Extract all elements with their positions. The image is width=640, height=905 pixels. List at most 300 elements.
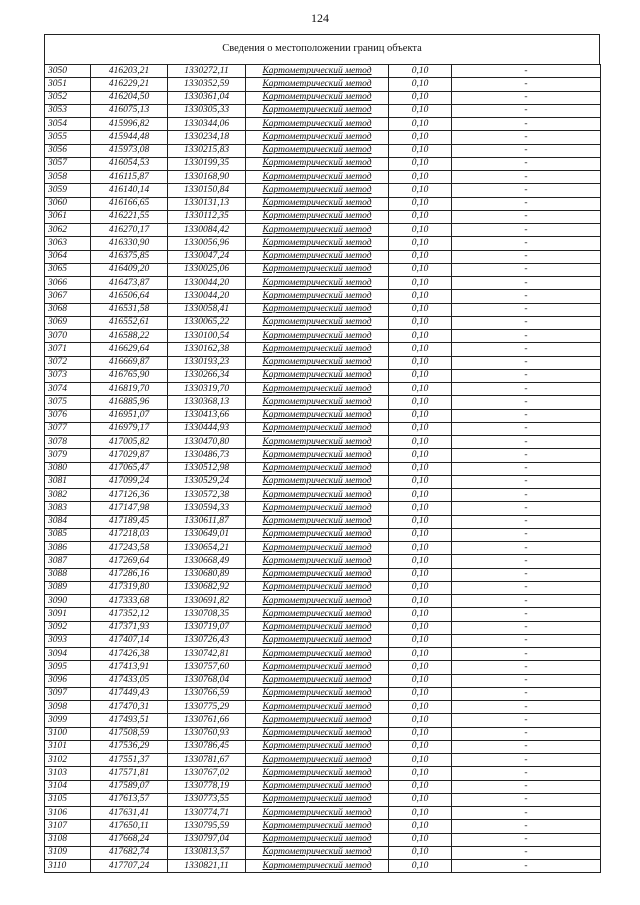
point-number-cell: 3062 — [45, 224, 91, 237]
table-row — [45, 131, 601, 144]
accuracy-cell: 0,10 — [389, 144, 452, 157]
point-number-cell: 3064 — [45, 250, 91, 263]
coord-x-cell: 417126,36 — [91, 489, 168, 502]
accuracy-cell: 0,10 — [389, 131, 452, 144]
method-cell: Картометрический метод — [246, 462, 389, 475]
table-row — [45, 767, 601, 780]
accuracy-cell: 0,10 — [389, 277, 452, 290]
coord-x-cell: 416473,87 — [91, 277, 168, 290]
point-number-cell: 3102 — [45, 754, 91, 767]
coord-y-cell: 1330168,90 — [168, 171, 246, 184]
method-cell: Картометрический метод — [246, 197, 389, 210]
point-number-cell: 3050 — [45, 65, 91, 78]
accuracy-cell: 0,10 — [389, 210, 452, 223]
method-cell: Картометрический метод — [246, 316, 389, 329]
accuracy-cell: 0,10 — [389, 489, 452, 502]
note-cell: - — [452, 489, 601, 502]
method-cell: Картометрический метод — [246, 674, 389, 687]
coord-x-cell: 417707,24 — [91, 860, 168, 873]
coord-x-cell: 417508,59 — [91, 727, 168, 740]
coord-y-cell: 1330813,57 — [168, 846, 246, 859]
coord-y-cell: 1330162,38 — [168, 343, 246, 356]
method-cell: Картометрический метод — [246, 515, 389, 528]
note-cell: - — [452, 449, 601, 462]
note-cell: - — [452, 290, 601, 303]
coord-y-cell: 1330649,01 — [168, 528, 246, 541]
note-cell: - — [452, 210, 601, 223]
table-row — [45, 687, 601, 700]
note-cell: - — [452, 104, 601, 117]
coord-y-cell: 1330305,33 — [168, 104, 246, 117]
coord-x-cell: 417589,07 — [91, 780, 168, 793]
accuracy-cell: 0,10 — [389, 462, 452, 475]
table-row — [45, 449, 601, 462]
table-row — [45, 78, 601, 91]
table-row — [45, 369, 601, 382]
accuracy-cell: 0,10 — [389, 648, 452, 661]
point-number-cell: 3063 — [45, 237, 91, 250]
coord-y-cell: 1330486,73 — [168, 449, 246, 462]
table-row — [45, 608, 601, 621]
point-number-cell: 3051 — [45, 78, 91, 91]
accuracy-cell: 0,10 — [389, 555, 452, 568]
table-row — [45, 833, 601, 846]
coord-y-cell: 1330234,18 — [168, 131, 246, 144]
accuracy-cell: 0,10 — [389, 754, 452, 767]
coord-y-cell: 1330797,04 — [168, 833, 246, 846]
coord-y-cell: 1330611,87 — [168, 515, 246, 528]
coord-x-cell: 416669,87 — [91, 356, 168, 369]
coord-x-cell: 416588,22 — [91, 330, 168, 343]
coord-x-cell: 417099,24 — [91, 475, 168, 488]
coord-y-cell: 1330272,11 — [168, 65, 246, 78]
coord-y-cell: 1330100,54 — [168, 330, 246, 343]
point-number-cell: 3086 — [45, 542, 91, 555]
table-row — [45, 674, 601, 687]
coord-y-cell: 1330654,21 — [168, 542, 246, 555]
table-row — [45, 210, 601, 223]
coord-y-cell: 1330193,23 — [168, 356, 246, 369]
coord-x-cell: 416506,64 — [91, 290, 168, 303]
accuracy-cell: 0,10 — [389, 184, 452, 197]
coord-x-cell: 417065,47 — [91, 462, 168, 475]
coord-x-cell: 417668,24 — [91, 833, 168, 846]
accuracy-cell: 0,10 — [389, 621, 452, 634]
table-row — [45, 316, 601, 329]
accuracy-cell: 0,10 — [389, 290, 452, 303]
point-number-cell: 3078 — [45, 436, 91, 449]
coord-x-cell: 416819,70 — [91, 383, 168, 396]
point-number-cell: 3079 — [45, 449, 91, 462]
table-row — [45, 807, 601, 820]
coord-y-cell: 1330708,35 — [168, 608, 246, 621]
table-row — [45, 157, 601, 170]
point-number-cell: 3100 — [45, 727, 91, 740]
point-number-cell: 3080 — [45, 462, 91, 475]
coord-x-cell: 417571,81 — [91, 767, 168, 780]
note-cell: - — [452, 409, 601, 422]
note-cell: - — [452, 555, 601, 568]
point-number-cell: 3084 — [45, 515, 91, 528]
coord-x-cell: 417352,12 — [91, 608, 168, 621]
table-row — [45, 197, 601, 210]
coord-y-cell: 1330719,07 — [168, 621, 246, 634]
method-cell: Картометрический метод — [246, 793, 389, 806]
note-cell: - — [452, 860, 601, 873]
method-cell: Картометрический метод — [246, 91, 389, 104]
method-cell: Картометрический метод — [246, 807, 389, 820]
point-number-cell: 3085 — [45, 528, 91, 541]
note-cell: - — [452, 157, 601, 170]
coord-x-cell: 417371,93 — [91, 621, 168, 634]
point-number-cell: 3057 — [45, 157, 91, 170]
coord-y-cell: 1330047,24 — [168, 250, 246, 263]
table-row — [45, 595, 601, 608]
note-cell: - — [452, 820, 601, 833]
point-number-cell: 3074 — [45, 383, 91, 396]
note-cell: - — [452, 581, 601, 594]
table-row — [45, 846, 601, 859]
accuracy-cell: 0,10 — [389, 250, 452, 263]
coord-y-cell: 1330742,81 — [168, 648, 246, 661]
coord-x-cell: 415973,08 — [91, 144, 168, 157]
note-cell: - — [452, 383, 601, 396]
accuracy-cell: 0,10 — [389, 436, 452, 449]
note-cell: - — [452, 846, 601, 859]
note-cell: - — [452, 701, 601, 714]
accuracy-cell: 0,10 — [389, 833, 452, 846]
coord-x-cell: 417650,11 — [91, 820, 168, 833]
note-cell: - — [452, 237, 601, 250]
accuracy-cell: 0,10 — [389, 727, 452, 740]
coord-x-cell: 417449,43 — [91, 687, 168, 700]
point-number-cell: 3098 — [45, 701, 91, 714]
coord-y-cell: 1330760,93 — [168, 727, 246, 740]
accuracy-cell: 0,10 — [389, 104, 452, 117]
coord-y-cell: 1330781,67 — [168, 754, 246, 767]
coord-x-cell: 416204,50 — [91, 91, 168, 104]
coord-y-cell: 1330352,59 — [168, 78, 246, 91]
accuracy-cell: 0,10 — [389, 608, 452, 621]
coord-y-cell: 1330795,59 — [168, 820, 246, 833]
point-number-cell: 3058 — [45, 171, 91, 184]
coord-y-cell: 1330044,20 — [168, 290, 246, 303]
point-number-cell: 3103 — [45, 767, 91, 780]
coord-x-cell: 417189,45 — [91, 515, 168, 528]
point-number-cell: 3107 — [45, 820, 91, 833]
coord-y-cell: 1330344,06 — [168, 118, 246, 131]
coord-x-cell: 417426,38 — [91, 648, 168, 661]
point-number-cell: 3054 — [45, 118, 91, 131]
method-cell: Картометрический метод — [246, 343, 389, 356]
coord-x-cell: 417631,41 — [91, 807, 168, 820]
method-cell: Картометрический метод — [246, 436, 389, 449]
accuracy-cell: 0,10 — [389, 528, 452, 541]
accuracy-cell: 0,10 — [389, 224, 452, 237]
coord-x-cell: 417319,80 — [91, 581, 168, 594]
accuracy-cell: 0,10 — [389, 263, 452, 276]
point-number-cell: 3059 — [45, 184, 91, 197]
accuracy-cell: 0,10 — [389, 661, 452, 674]
note-cell: - — [452, 369, 601, 382]
note-cell: - — [452, 595, 601, 608]
table-row — [45, 330, 601, 343]
coord-y-cell: 1330726,43 — [168, 634, 246, 647]
method-cell: Картометрический метод — [246, 767, 389, 780]
coord-y-cell: 1330594,33 — [168, 502, 246, 515]
point-number-cell: 3056 — [45, 144, 91, 157]
coord-x-cell: 416330,90 — [91, 237, 168, 250]
coord-x-cell: 416115,87 — [91, 171, 168, 184]
accuracy-cell: 0,10 — [389, 780, 452, 793]
point-number-cell: 3071 — [45, 343, 91, 356]
table-row — [45, 422, 601, 435]
point-number-cell: 3101 — [45, 740, 91, 753]
note-cell: - — [452, 436, 601, 449]
coord-y-cell: 1330131,13 — [168, 197, 246, 210]
coord-y-cell: 1330757,60 — [168, 661, 246, 674]
coord-y-cell: 1330668,49 — [168, 555, 246, 568]
accuracy-cell: 0,10 — [389, 330, 452, 343]
coord-x-cell: 416951,07 — [91, 409, 168, 422]
note-cell: - — [452, 263, 601, 276]
table-row — [45, 621, 601, 634]
table-row — [45, 502, 601, 515]
accuracy-cell: 0,10 — [389, 807, 452, 820]
table-row — [45, 754, 601, 767]
method-cell: Картометрический метод — [246, 118, 389, 131]
accuracy-cell: 0,10 — [389, 65, 452, 78]
coord-x-cell: 416203,21 — [91, 65, 168, 78]
accuracy-cell: 0,10 — [389, 118, 452, 131]
accuracy-cell: 0,10 — [389, 502, 452, 515]
point-number-cell: 3092 — [45, 621, 91, 634]
accuracy-cell: 0,10 — [389, 383, 452, 396]
method-cell: Картометрический метод — [246, 422, 389, 435]
note-cell: - — [452, 608, 601, 621]
coord-y-cell: 1330682,92 — [168, 581, 246, 594]
point-number-cell: 3073 — [45, 369, 91, 382]
accuracy-cell: 0,10 — [389, 674, 452, 687]
table-header-frame — [44, 34, 600, 64]
method-cell: Картометрический метод — [246, 104, 389, 117]
coord-x-cell: 417269,64 — [91, 555, 168, 568]
note-cell: - — [452, 621, 601, 634]
table-row — [45, 383, 601, 396]
coord-x-cell: 416221,55 — [91, 210, 168, 223]
method-cell: Картометрический метод — [246, 277, 389, 290]
method-cell: Картометрический метод — [246, 237, 389, 250]
table-row — [45, 528, 601, 541]
coord-x-cell: 416229,21 — [91, 78, 168, 91]
method-cell: Картометрический метод — [246, 568, 389, 581]
table-row — [45, 91, 601, 104]
point-number-cell: 3087 — [45, 555, 91, 568]
method-cell: Картометрический метод — [246, 754, 389, 767]
table-row — [45, 277, 601, 290]
coord-y-cell: 1330084,42 — [168, 224, 246, 237]
coord-x-cell: 416375,85 — [91, 250, 168, 263]
coord-x-cell: 417333,68 — [91, 595, 168, 608]
method-cell: Картометрический метод — [246, 330, 389, 343]
coord-y-cell: 1330786,45 — [168, 740, 246, 753]
coord-x-cell: 416409,20 — [91, 263, 168, 276]
point-number-cell: 3077 — [45, 422, 91, 435]
method-cell: Картометрический метод — [246, 224, 389, 237]
method-cell: Картометрический метод — [246, 634, 389, 647]
method-cell: Картометрический метод — [246, 528, 389, 541]
method-cell: Картометрический метод — [246, 740, 389, 753]
method-cell: Картометрический метод — [246, 383, 389, 396]
point-number-cell: 3093 — [45, 634, 91, 647]
point-number-cell: 3088 — [45, 568, 91, 581]
note-cell: - — [452, 515, 601, 528]
note-cell: - — [452, 568, 601, 581]
accuracy-cell: 0,10 — [389, 860, 452, 873]
method-cell: Картометрический метод — [246, 131, 389, 144]
note-cell: - — [452, 634, 601, 647]
coord-x-cell: 416531,58 — [91, 303, 168, 316]
boundary-coordinates-table — [44, 64, 601, 873]
table-row — [45, 820, 601, 833]
note-cell: - — [452, 833, 601, 846]
note-cell: - — [452, 475, 601, 488]
point-number-cell: 3070 — [45, 330, 91, 343]
table-row — [45, 740, 601, 753]
coord-y-cell: 1330470,80 — [168, 436, 246, 449]
table-row — [45, 714, 601, 727]
method-cell: Картометрический метод — [246, 648, 389, 661]
table-row — [45, 515, 601, 528]
method-cell: Картометрический метод — [246, 780, 389, 793]
method-cell: Картометрический метод — [246, 846, 389, 859]
accuracy-cell: 0,10 — [389, 91, 452, 104]
method-cell: Картометрический метод — [246, 449, 389, 462]
note-cell: - — [452, 422, 601, 435]
coord-y-cell: 1330572,38 — [168, 489, 246, 502]
table-row — [45, 224, 601, 237]
coord-y-cell: 1330266,34 — [168, 369, 246, 382]
note-cell: - — [452, 91, 601, 104]
coord-x-cell: 416140,14 — [91, 184, 168, 197]
coord-x-cell: 416166,65 — [91, 197, 168, 210]
coord-y-cell: 1330319,70 — [168, 383, 246, 396]
point-number-cell: 3095 — [45, 661, 91, 674]
table-row — [45, 171, 601, 184]
accuracy-cell: 0,10 — [389, 343, 452, 356]
method-cell: Картометрический метод — [246, 409, 389, 422]
method-cell: Картометрический метод — [246, 595, 389, 608]
note-cell: - — [452, 330, 601, 343]
coord-y-cell: 1330529,24 — [168, 475, 246, 488]
note-cell: - — [452, 714, 601, 727]
method-cell: Картометрический метод — [246, 621, 389, 634]
method-cell: Картометрический метод — [246, 727, 389, 740]
note-cell: - — [452, 740, 601, 753]
point-number-cell: 3067 — [45, 290, 91, 303]
table-row — [45, 343, 601, 356]
note-cell: - — [452, 316, 601, 329]
point-number-cell: 3109 — [45, 846, 91, 859]
note-cell: - — [452, 303, 601, 316]
table-row — [45, 237, 601, 250]
point-number-cell: 3052 — [45, 91, 91, 104]
point-number-cell: 3068 — [45, 303, 91, 316]
coord-y-cell: 1330361,04 — [168, 91, 246, 104]
table-row — [45, 396, 601, 409]
note-cell: - — [452, 343, 601, 356]
table-row — [45, 462, 601, 475]
note-cell: - — [452, 807, 601, 820]
method-cell: Картометрический метод — [246, 65, 389, 78]
table-row — [45, 475, 601, 488]
table-row — [45, 780, 601, 793]
accuracy-cell: 0,10 — [389, 634, 452, 647]
table-row — [45, 542, 601, 555]
coord-x-cell: 416075,13 — [91, 104, 168, 117]
table-body — [45, 65, 601, 873]
coord-y-cell: 1330065,22 — [168, 316, 246, 329]
table-row — [45, 661, 601, 674]
accuracy-cell: 0,10 — [389, 595, 452, 608]
note-cell: - — [452, 277, 601, 290]
coord-y-cell: 1330761,66 — [168, 714, 246, 727]
accuracy-cell: 0,10 — [389, 356, 452, 369]
method-cell: Картометрический метод — [246, 608, 389, 621]
coord-x-cell: 416629,64 — [91, 343, 168, 356]
coord-y-cell: 1330775,29 — [168, 701, 246, 714]
accuracy-cell: 0,10 — [389, 846, 452, 859]
method-cell: Картометрический метод — [246, 687, 389, 700]
coord-x-cell: 417413,91 — [91, 661, 168, 674]
point-number-cell: 3110 — [45, 860, 91, 873]
table-row — [45, 648, 601, 661]
method-cell: Картометрический метод — [246, 714, 389, 727]
coord-y-cell: 1330056,96 — [168, 237, 246, 250]
method-cell: Картометрический метод — [246, 396, 389, 409]
coord-x-cell: 417536,29 — [91, 740, 168, 753]
point-number-cell: 3081 — [45, 475, 91, 488]
coord-x-cell: 417243,58 — [91, 542, 168, 555]
accuracy-cell: 0,10 — [389, 303, 452, 316]
accuracy-cell: 0,10 — [389, 369, 452, 382]
coord-y-cell: 1330766,59 — [168, 687, 246, 700]
note-cell: - — [452, 754, 601, 767]
accuracy-cell: 0,10 — [389, 793, 452, 806]
table-row — [45, 793, 601, 806]
method-cell: Картометрический метод — [246, 250, 389, 263]
point-number-cell: 3099 — [45, 714, 91, 727]
accuracy-cell: 0,10 — [389, 449, 452, 462]
table-row — [45, 303, 601, 316]
note-cell: - — [452, 184, 601, 197]
method-cell: Картометрический метод — [246, 210, 389, 223]
table-row — [45, 184, 601, 197]
table-row — [45, 568, 601, 581]
coord-x-cell: 417613,57 — [91, 793, 168, 806]
method-cell: Картометрический метод — [246, 581, 389, 594]
method-cell: Картометрический метод — [246, 303, 389, 316]
note-cell: - — [452, 197, 601, 210]
coord-x-cell: 417682,74 — [91, 846, 168, 859]
coord-x-cell: 417470,31 — [91, 701, 168, 714]
accuracy-cell: 0,10 — [389, 78, 452, 91]
accuracy-cell: 0,10 — [389, 542, 452, 555]
accuracy-cell: 0,10 — [389, 568, 452, 581]
coord-y-cell: 1330778,19 — [168, 780, 246, 793]
coord-y-cell: 1330767,02 — [168, 767, 246, 780]
note-cell: - — [452, 661, 601, 674]
